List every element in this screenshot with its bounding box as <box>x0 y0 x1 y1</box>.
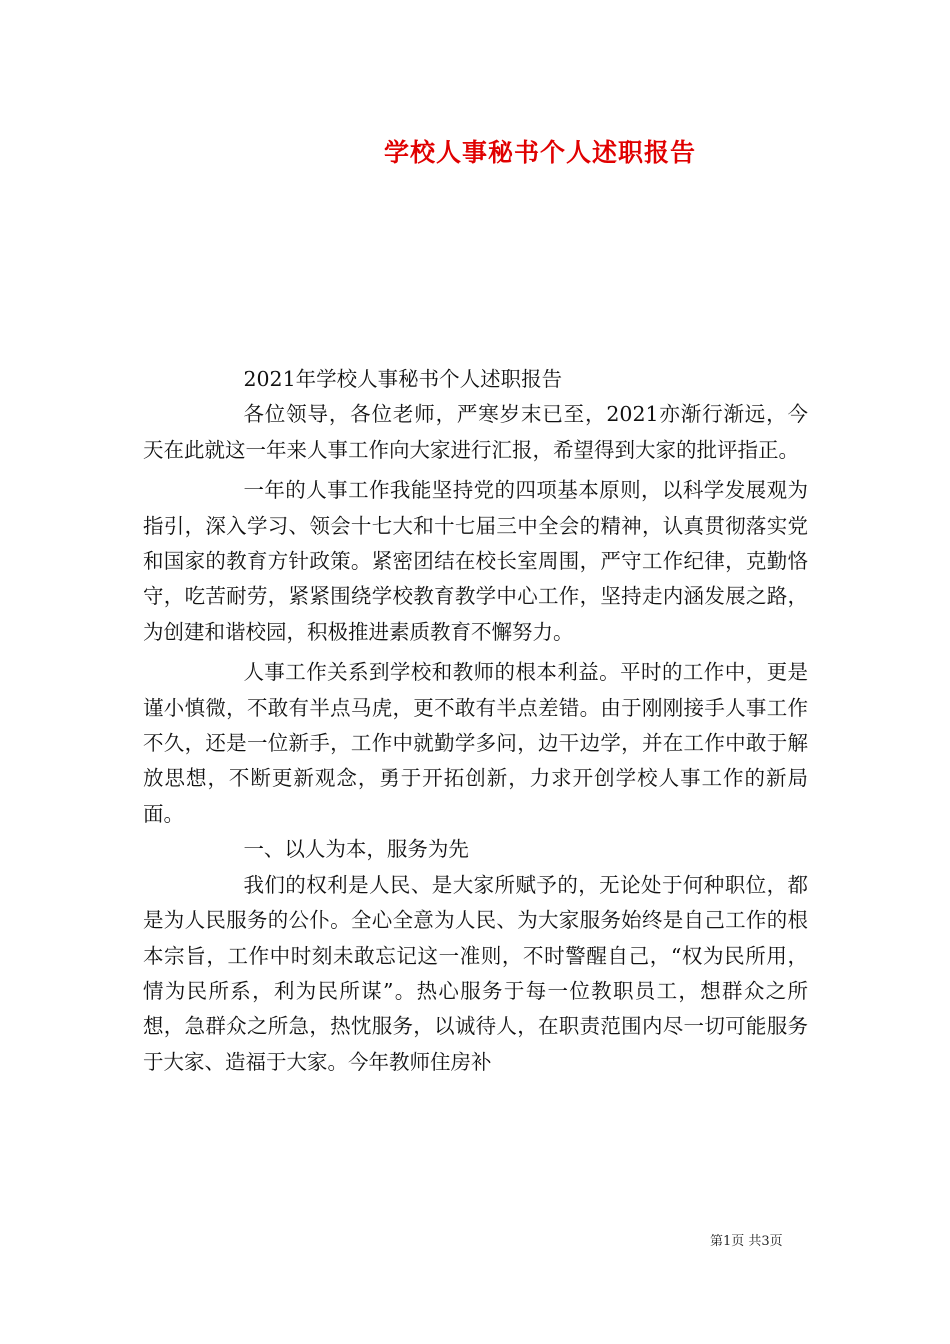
paragraph-principles: 一年的人事工作我能坚持党的四项基本原则，以科学发展观为指引，深入学习、领会十七大和十七届三中全会的精神，认真贯彻落实党和国家的教育方针政策。紧密团结在校长室周围，严守工作纪律，克勤恪守，吃苦耐劳，紧紧围绕学校教育教学中心工作，坚持走内涵发展之路，为创建和谐校园，积极推进素质教育不懈努力。 <box>143 478 808 644</box>
page-number: 第1页 共3页 <box>710 1234 783 1249</box>
paragraph-greeting: 各位领导，各位老师，严寒岁末已至，2021亦渐行渐远，今天在此就这一年来人事工作向大家进行汇报，希望得到大家的批评指正。 <box>143 402 808 462</box>
paragraph-importance: 人事工作关系到学校和教师的根本利益。平时的工作中，更是谨小慎微，不敢有半点马虎，更不敢有半点差错。由于刚刚接手人事工作不久，还是一位新手，工作中就勤学多问，边干边学，并在工作中敢于解放思想，不断更新观念，勇于开拓创新，力求开创学校人事工作的新局面。 <box>143 660 808 826</box>
report-subtitle: 2021年学校人事秘书个人述职报告 <box>243 367 563 391</box>
document-title: 学校人事秘书个人述职报告 <box>383 138 696 167</box>
document-body <box>143 362 808 1080</box>
paragraph-service: 我们的权利是人民、是大家所赋予的，无论处于何种职位，都是为人民服务的公仆。全心全意为人民、为大家服务始终是自己工作的根本宗旨，工作中时刻未敢忘记这一准则，不时警醒自己，“权为民所用，情为民所系，利为民所谋”。热心服务于每一位教职员工，想群众之所想，急群众之所急，热忱服务，以诚待人，在职责范围内尽一切可能服务于大家、造福于大家。今年教师住房补 <box>143 872 808 1074</box>
section-heading: 一、以人为本，服务为先 <box>243 837 469 862</box>
